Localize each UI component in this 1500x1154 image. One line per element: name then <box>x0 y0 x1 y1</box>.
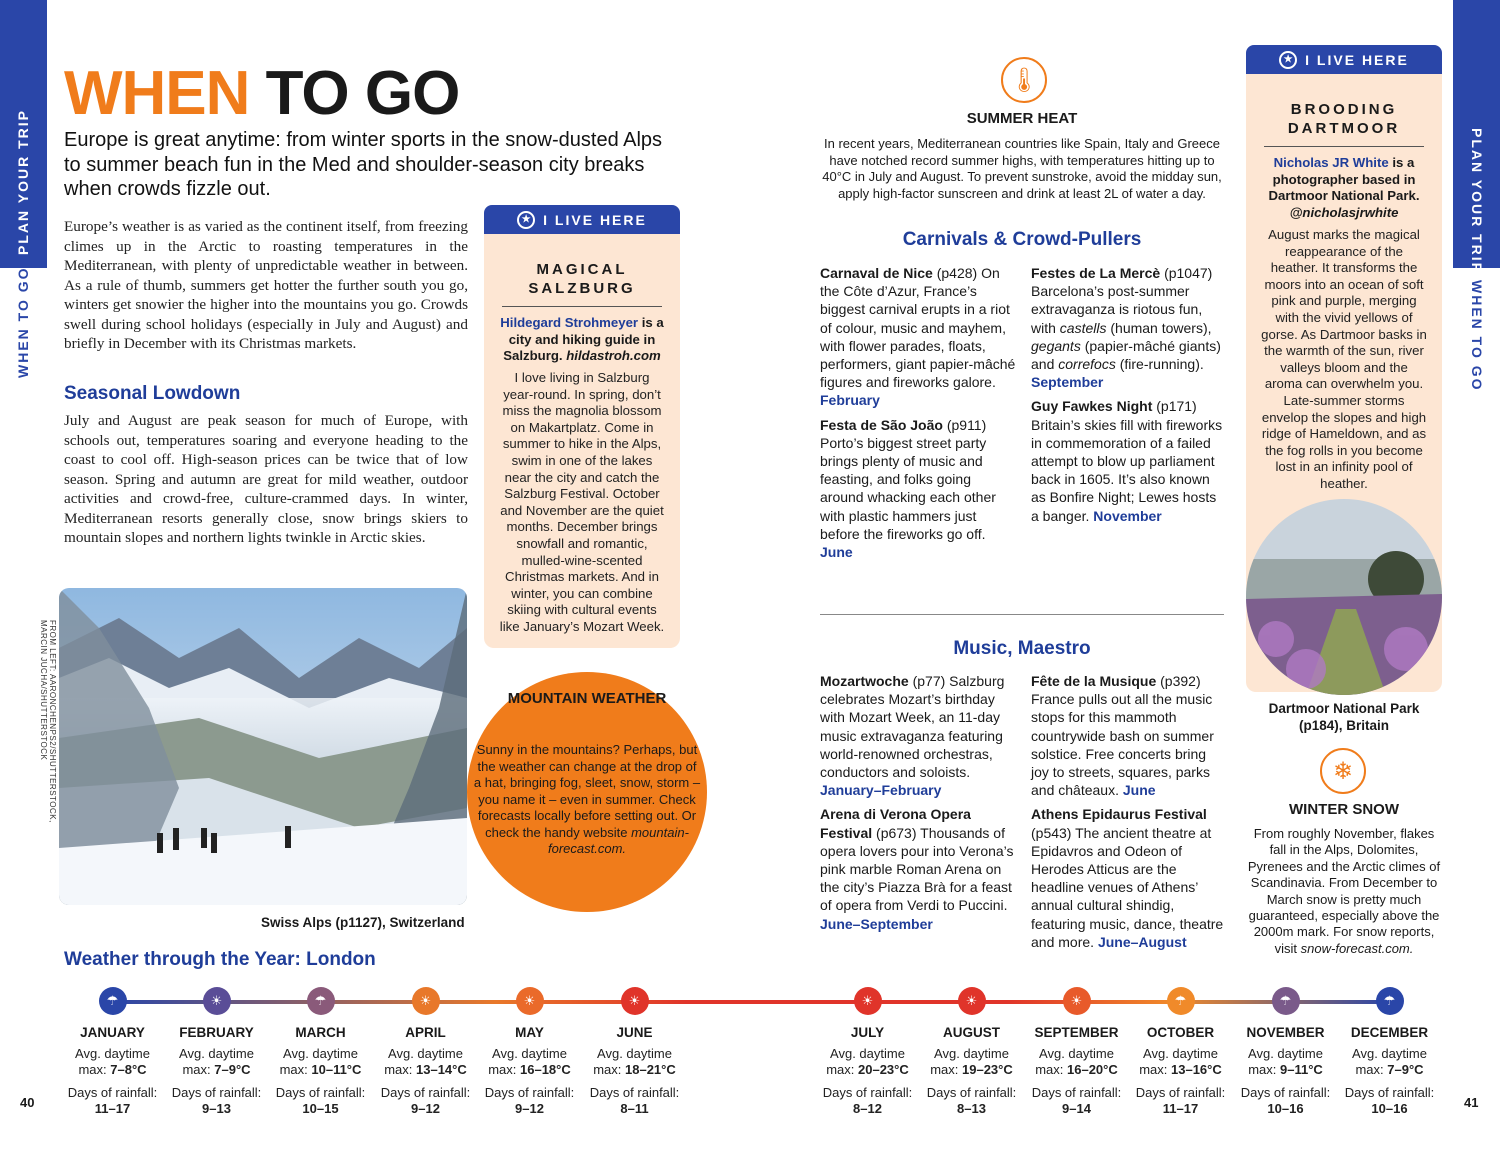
photo-credit-line2: MARCIN JUCHA/SHUTTERSTOCK <box>39 620 48 761</box>
month-max-temp: Avg. daytime max: 7–9°C <box>179 1046 254 1077</box>
weather-month-april <box>373 987 478 1117</box>
month-max-temp: Avg. daytime max: 16–18°C <box>488 1046 571 1077</box>
weather-month-may <box>477 987 582 1117</box>
cloud-sun-icon: ☀ <box>412 987 440 1015</box>
month-rainfall: Days of rainfall: 9–12 <box>484 1085 575 1116</box>
event-festa-de-sao-joao: Festa de São João (p911) Porto’s biggest street party brings plenty of music and feasting, and folks going around whacking each other with plastic hammers just before the fireworks go off. June <box>820 416 996 561</box>
winter-snow-body: From roughly November, flakes fall in the Alps, Dolomites, Pyrenees and the Arctic climes of Scandinavia. From December to March snow is pretty much guaranteed, especially above the 2000m mark. For snow reports, visit <box>1247 826 1441 956</box>
carnivals-right-column <box>1031 264 1227 531</box>
music-left-column <box>820 672 1016 939</box>
dartmoor-author-info: is a photographer based in Dartmoor National Park. <box>1268 155 1420 204</box>
cloud-sun-icon: ☀ <box>203 987 231 1015</box>
music-heading: Music, Maestro <box>953 638 1091 659</box>
salzburg-author-name[interactable]: Hildegard Strohmeyer <box>500 315 639 330</box>
weather-month-october <box>1128 987 1233 1117</box>
dartmoor-heather-illustration <box>1246 499 1442 695</box>
weather-month-january <box>60 987 165 1117</box>
winter-snow-title: WINTER SNOW <box>1289 801 1399 818</box>
month-max-temp: Avg. daytime max: 13–14°C <box>384 1046 467 1077</box>
dartmoor-author-handle: @nicholasjrwhite <box>1289 204 1399 220</box>
weather-month-february <box>164 987 269 1117</box>
cloud-rain-icon: ☂ <box>307 987 335 1015</box>
month-max-temp: Avg. daytime max: 18–21°C <box>593 1046 676 1077</box>
page-number-right: 41 <box>1464 1095 1479 1110</box>
cloud-rain-icon: ☂ <box>99 987 127 1015</box>
cloud-sun-icon: ☀ <box>854 987 882 1015</box>
month-rainfall: Days of rainfall: 11–17 <box>1135 1085 1226 1116</box>
month-rainfall: Days of rainfall: 10–16 <box>1344 1085 1435 1116</box>
month-name: MAY <box>515 1025 544 1040</box>
page-title <box>64 58 459 130</box>
swiss-alps-illustration <box>59 588 467 905</box>
summer-heat-title: SUMMER HEAT <box>966 110 1078 127</box>
winter-snow-text <box>1246 826 1442 957</box>
month-name: DECEMBER <box>1350 1025 1429 1040</box>
dartmoor-photo <box>1246 499 1442 695</box>
month-rainfall: Days of rainfall: 11–17 <box>67 1085 158 1116</box>
dartmoor-rule <box>1264 146 1424 147</box>
event-carnaval-de-nice: Carnaval de Nice (p428) On the Côte d’Azur, France’s biggest carnival erupts in a riot of colour, music and mayhem, with flower parades, floats, performers, giant papier-mâché figures and fireworks galore. February <box>820 265 1016 409</box>
left-side-strip <box>0 0 47 1154</box>
weather-heading: Weather through the Year: London <box>64 949 376 970</box>
salzburg-author <box>498 315 666 365</box>
month-name: SEPTEMBER <box>1034 1025 1119 1040</box>
month-rainfall: Days of rainfall: 9–14 <box>1031 1085 1122 1116</box>
intro-paragraph: Europe’s weather is as varied as the continent itself, from freezing climes up in the Arctic to roasting temperatures in the Mediterranean, with plenty of unpredictable weather in between. As a rule of thumb, summers get hotter the further south you go, winters get snowier the higher into the mountains you go. Crowds swell during school holidays (especially in July and August) and briefly in December with its Christmas markets. <box>64 218 468 352</box>
month-name: AUGUST <box>943 1025 1000 1040</box>
weather-month-november <box>1233 987 1338 1117</box>
month-max-temp: Avg. daytime max: 9–11°C <box>1248 1046 1323 1077</box>
mountain-weather-circle <box>467 672 707 912</box>
weather-month-december <box>1337 987 1442 1117</box>
weather-month-march <box>268 987 373 1117</box>
month-max-temp: Avg. daytime max: 7–9°C <box>1352 1046 1427 1077</box>
month-max-temp: Avg. daytime max: 19–23°C <box>930 1046 1013 1077</box>
seasonal-paragraph: July and August are peak season for much of Europe, with schools out, temperatures soaring and everyone heading to the coast to cool off. High-season prices can be twice that of low season. Spring and autumn are great for mild weather, outdoor activities and crowd-free, culture-crammed days. In winter, Mediterranean resorts generally close, snow brings skiers to mountain slopes and northern lights twinkle in Arctic skies. <box>64 412 468 546</box>
salzburg-title: MAGICAL SALZBURG <box>528 261 636 297</box>
month-rainfall: Days of rainfall: 9–12 <box>380 1085 471 1116</box>
title-to-go: TO GO <box>265 59 460 128</box>
weather-month-august <box>919 987 1024 1117</box>
seasonal-heading: Seasonal Lowdown <box>64 383 241 404</box>
cloud-sun-icon: ☀ <box>1063 987 1091 1015</box>
event-fete-de-la-musique: Fête de la Musique (p392) France pulls out all the music stops for this mammoth countrywide bash on summer solstice. Free concerts bring joy to streets, squares, parks and châteaux. June <box>1031 673 1214 799</box>
photo-credit-line1: FROM LEFT: AARONCHENPS2/SHUTTERSTOCK, <box>48 620 57 823</box>
salzburg-text: I love living in Salzburg year-round. In spring, don’t miss the magnolia blossom on Makartplatz. Come in summer to hike in the Alps, swim in one of the lakes near the city and catch the Salzburg Festival. October and November are the quiet months. December brings snowfall and romantic, mulled-wine-scented Christmas markets. And in winter, you can combine skiing with cultural events like January’s Mozart Week. <box>499 370 665 634</box>
month-rainfall: Days of rainfall: 10–16 <box>1240 1085 1331 1116</box>
carnivals-heading: Carnivals & Crowd-Pullers <box>902 229 1142 250</box>
cloud-rain-icon: ☂ <box>1272 987 1300 1015</box>
mountain-weather-body: Sunny in the mountains? Perhaps, but the weather can change at the drop of a hat, bringing fog, sleet, snow, storm – you name it – even in summer. Check forecasts locally before setting out. Or check the handy website <box>473 742 701 840</box>
section-divider <box>820 614 1224 615</box>
salzburg-box-header <box>484 205 680 234</box>
event-mozartwoche: Mozartwoche (p77) Salzburg celebrates Mozart’s birthday with Mozart Week, an 11-day music extravaganza featuring world-renowned orchestras, conductors and soloists. January–February <box>820 673 1005 799</box>
month-rainfall: Days of rainfall: 8–12 <box>822 1085 913 1116</box>
lead-paragraph: Europe is great anytime: from winter sports in the snow-dusted Alps to summer beach fun in the Med and shoulder-season city breaks when crowds fizzle out. <box>64 129 663 200</box>
weather-month-june <box>582 987 687 1117</box>
snow-forecast-link[interactable]: snow-forecast.com. <box>1300 940 1414 956</box>
month-max-temp: Avg. daytime max: 20–23°C <box>826 1046 909 1077</box>
month-max-temp: Avg. daytime max: 10–11°C <box>279 1046 362 1077</box>
salzburg-author-info: is a city and hiking guide in Salzburg. <box>503 315 664 364</box>
carnivals-left-column <box>820 264 1016 567</box>
month-name: JANUARY <box>80 1025 145 1040</box>
event-arena-di-verona: Arena di Verona Opera Festival (p673) Thousands of opera lovers pour into Verona’s pink marble Roman Arena on the city’s Piazza Brà for a feast of opera from Verdi to Puccini. June–September <box>820 806 1014 932</box>
event-athens-epidaurus: Athens Epidaurus Festival (p543) The ancient theatre at Epidavros and Odeon of Herodes Atticus are the headline venues of Athens’ annual cultural shindig, featuring music, dance, theatre and more. June–August <box>1031 806 1224 950</box>
thermometer-icon: 🌡 <box>1001 57 1047 103</box>
month-name: NOVEMBER <box>1246 1025 1325 1040</box>
salzburg-header-label: I LIVE HERE <box>543 211 647 228</box>
dartmoor-title: BROODING DARTMOOR <box>1287 101 1401 137</box>
month-max-temp: Avg. daytime max: 16–20°C <box>1035 1046 1118 1077</box>
right-side-section-label: WHEN TO GO <box>1469 280 1485 392</box>
month-rainfall: Days of rainfall: 8–11 <box>589 1085 680 1116</box>
salzburg-box <box>484 211 680 648</box>
photo-credit <box>39 620 57 823</box>
cloud-sun-icon: ☀ <box>516 987 544 1015</box>
month-max-temp: Avg. daytime max: 7–8°C <box>75 1046 150 1077</box>
dartmoor-header-label: I LIVE HERE <box>1305 51 1409 68</box>
salzburg-author-handle: hildastroh.com <box>566 348 661 364</box>
event-festes-de-la-merce: Festes de La Mercè (p1047) Barcelona’s post-summer extravaganza is riotous fun, with castells (human towers), gegants (papier-mâché giants) and correfocs (fire-running). September <box>1031 265 1221 391</box>
cloud-rain-icon: ☂ <box>1376 987 1404 1015</box>
mountain-weather-text <box>473 742 701 858</box>
month-name: OCTOBER <box>1146 1025 1215 1040</box>
month-rainfall: Days of rainfall: 10–15 <box>275 1085 366 1116</box>
mountain-forecast-link[interactable]: mountain-forecast.com. <box>547 824 689 856</box>
page-number-left: 40 <box>20 1095 35 1110</box>
weather-month-july <box>815 987 920 1117</box>
dartmoor-box-header <box>1246 45 1442 74</box>
dartmoor-caption: Dartmoor National Park (p184), Britain <box>1268 701 1420 733</box>
month-name: MARCH <box>295 1025 346 1040</box>
dartmoor-author-name[interactable]: Nicholas JR White <box>1273 155 1389 170</box>
mountain-weather-title: MOUNTAIN WEATHER <box>507 690 667 707</box>
alps-caption: Swiss Alps (p1127), Switzerland <box>261 915 465 930</box>
cloud-sun-icon: ☀ <box>621 987 649 1015</box>
right-side-tab-label: PLAN YOUR TRIP <box>1469 128 1485 274</box>
event-guy-fawkes-night: Guy Fawkes Night (p171) Britain’s skies fill with fireworks in commemoration of a failed attempt to blow up parliament back in 1605. It’s also known as Bonfire Night; Lewes hosts a banger. November <box>1031 398 1223 524</box>
dartmoor-box <box>1246 51 1442 692</box>
left-side-section-label: WHEN TO GO <box>15 266 31 378</box>
swiss-alps-photo <box>59 588 467 905</box>
snowflake-icon: ❄ <box>1320 748 1366 794</box>
left-side-tab-label: PLAN YOUR TRIP <box>15 109 31 255</box>
month-rainfall: Days of rainfall: 9–13 <box>171 1085 262 1116</box>
month-name: JULY <box>850 1025 885 1040</box>
weather-month-september <box>1024 987 1129 1117</box>
star-badge-icon: ★ <box>1279 51 1297 69</box>
cloud-sun-icon: ☀ <box>958 987 986 1015</box>
summer-heat-text: In recent years, Mediterranean countries like Spain, Italy and Greece have notched record summer highs, with temperatures hitting up to 40°C in July and August. To prevent sunstroke, avoid the midday sun, apply high-factor sunscreen and drink at least 2L of water a day. <box>822 136 1222 201</box>
month-rainfall: Days of rainfall: 8–13 <box>926 1085 1017 1116</box>
star-badge-icon: ★ <box>517 211 535 229</box>
month-name: FEBRUARY <box>179 1025 254 1040</box>
cloud-rain-icon: ☂ <box>1167 987 1195 1015</box>
music-right-column <box>1031 672 1227 957</box>
title-when: WHEN <box>64 59 250 128</box>
month-name: APRIL <box>405 1025 446 1040</box>
dartmoor-author <box>1260 155 1428 221</box>
month-name: JUNE <box>616 1025 653 1040</box>
dartmoor-text: August marks the magical reappearance of the heather. It transforms the moors into an ocean of soft pink and purple, merging with the vivid yellows of gorse. As Dartmoor basks in the warmth of the sun, river valleys bloom and the aroma can overwhelm you. Late-summer storms envelop the slopes and high ridge of Hameldown, and as the fog rolls in you become lost in an infinity pool of heather. <box>1261 227 1427 491</box>
month-max-temp: Avg. daytime max: 13–16°C <box>1139 1046 1222 1077</box>
salzburg-rule <box>502 306 662 307</box>
right-side-strip <box>1453 0 1500 1154</box>
